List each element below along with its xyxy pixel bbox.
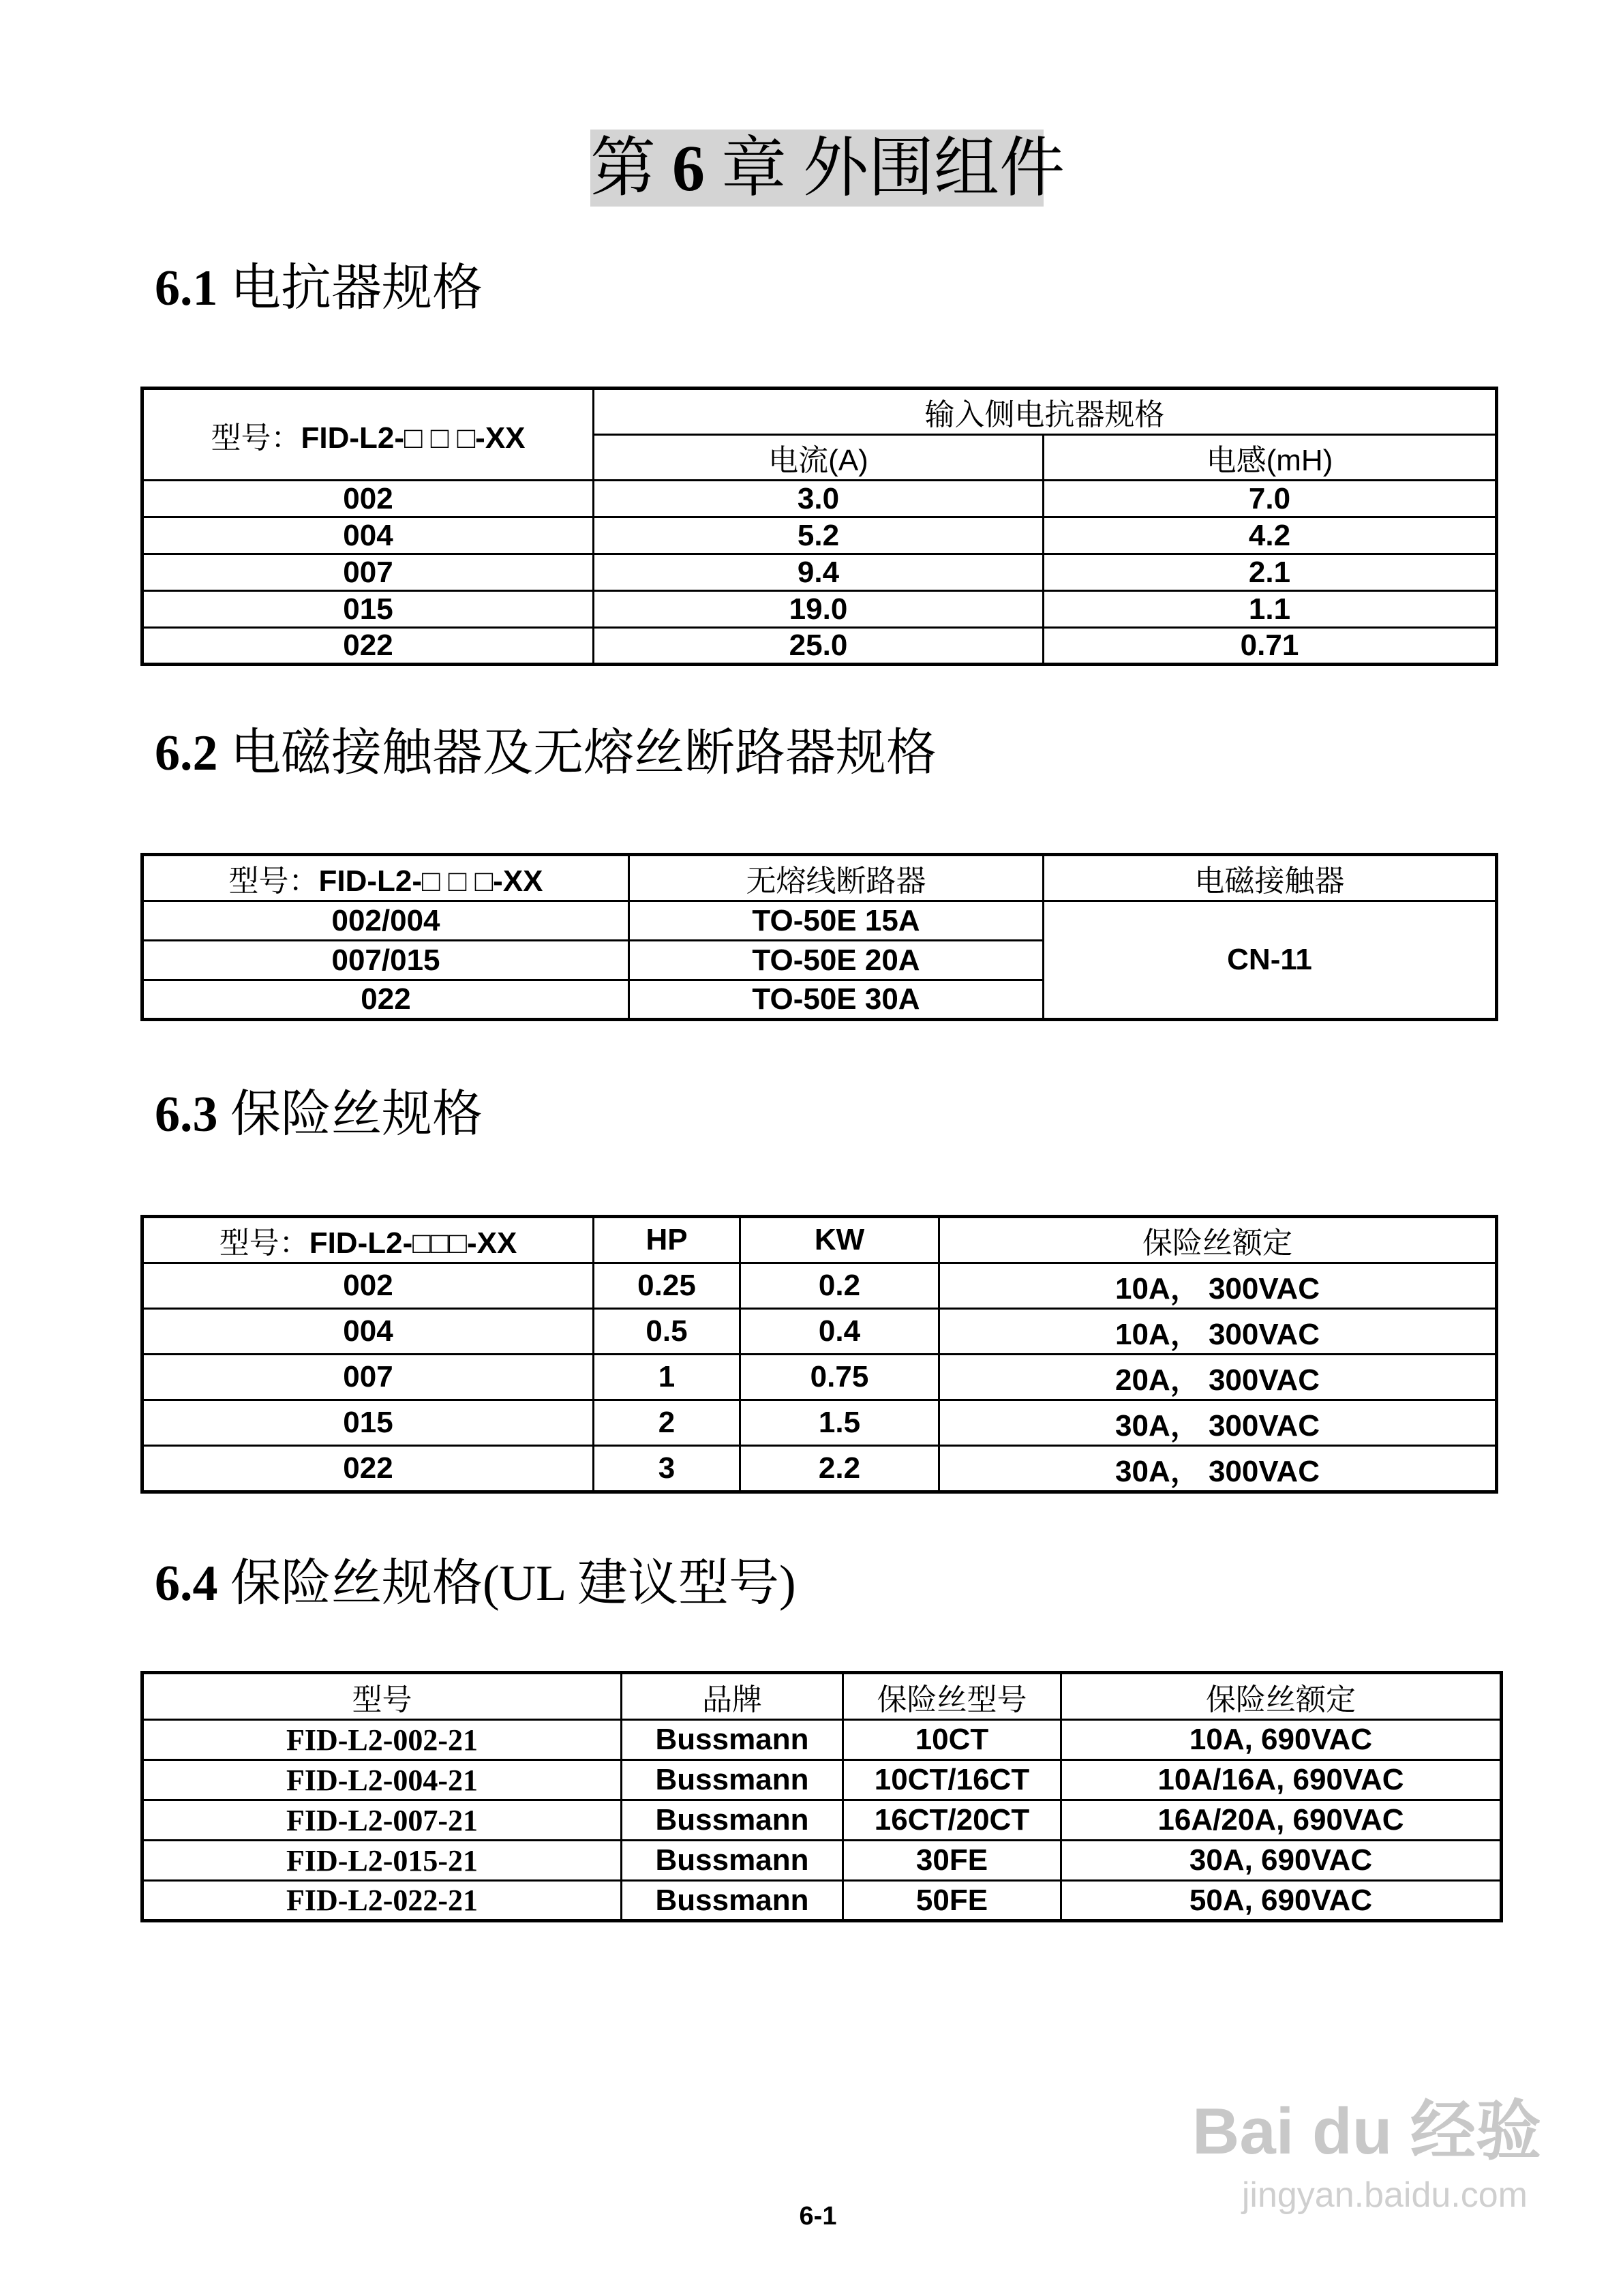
model-cell: 015 xyxy=(142,591,594,628)
kw-cell: 0.4 xyxy=(740,1309,939,1355)
kw-header: KW xyxy=(740,1217,939,1263)
table-row xyxy=(142,1720,1502,1760)
fuse-model-cell: 10CT xyxy=(843,1720,1061,1760)
model-cell: FID-L2-004-21 xyxy=(142,1760,622,1800)
table-row xyxy=(142,1263,1497,1309)
section-heading-6-4 xyxy=(155,1553,796,1614)
brand-cell: Bussmann xyxy=(622,1881,843,1921)
chapter-title xyxy=(590,130,1065,207)
hp-cell: 1 xyxy=(594,1355,740,1400)
kw-cell: 2.2 xyxy=(740,1446,939,1492)
table-row xyxy=(142,517,1497,554)
brand-cell: Bussmann xyxy=(622,1800,843,1841)
current-cell: 19.0 xyxy=(594,591,1044,628)
breaker-cell: TO-50E 20A xyxy=(629,941,1044,980)
current-header: 电流(A) xyxy=(594,435,1044,481)
table-row xyxy=(142,591,1497,628)
fuse-rating-cell: 30A， 300VAC xyxy=(939,1446,1497,1492)
table-row xyxy=(142,1881,1502,1921)
inductance-cell: 2.1 xyxy=(1044,554,1497,591)
section-heading-6-1 xyxy=(155,258,483,319)
section-text: 电抗器规格 xyxy=(230,260,483,316)
model-label: FID-L2-□ □ □-XX xyxy=(318,864,543,898)
model-cell: 022 xyxy=(142,628,594,665)
page-number: 6-1 xyxy=(799,2202,837,2231)
model-cell: 007/015 xyxy=(142,941,629,980)
section-text: 保险丝规格(UL 建议型号) xyxy=(230,1556,796,1612)
inductance-cell: 0.71 xyxy=(1044,628,1497,665)
table-row xyxy=(142,1400,1497,1446)
model-cell: FID-L2-007-21 xyxy=(142,1800,622,1841)
model-cell: 007 xyxy=(142,1355,594,1400)
fuse-model-cell: 16CT/20CT xyxy=(843,1800,1061,1841)
fuse-rating-cell: 10A/16A, 690VAC xyxy=(1061,1760,1502,1800)
current-cell: 25.0 xyxy=(594,628,1044,665)
contactor-header: 电磁接触器 xyxy=(1044,855,1497,901)
section-text: 保险丝规格 xyxy=(230,1087,483,1143)
model-cell: 004 xyxy=(142,517,594,554)
brand-cell: Bussmann xyxy=(622,1760,843,1800)
section-text: 电磁接触器及无熔丝断路器规格 xyxy=(230,725,937,781)
table-row xyxy=(142,1355,1497,1400)
fuse-rating-cell: 10A， 300VAC xyxy=(939,1263,1497,1309)
section-number: 6.2 xyxy=(155,725,218,781)
hp-cell: 0.25 xyxy=(594,1263,740,1309)
fuse-model-cell: 30FE xyxy=(843,1841,1061,1881)
table-row xyxy=(142,554,1497,591)
model-header xyxy=(142,1217,594,1263)
current-cell: 9.4 xyxy=(594,554,1044,591)
section-number: 6.3 xyxy=(155,1087,218,1143)
brand-header: 品牌 xyxy=(622,1673,843,1720)
brand-cell: Bussmann xyxy=(622,1720,843,1760)
breaker-cell: TO-50E 15A xyxy=(629,901,1044,941)
fuse-rating-cell: 30A, 690VAC xyxy=(1061,1841,1502,1881)
breaker-header: 无熔线断路器 xyxy=(629,855,1044,901)
table-row xyxy=(142,1309,1497,1355)
inductance-cell: 4.2 xyxy=(1044,517,1497,554)
breaker-contactor-table xyxy=(140,853,1498,1021)
model-header: 型号 xyxy=(142,1673,622,1720)
table-row xyxy=(142,1841,1502,1881)
brand-cell: Bussmann xyxy=(622,1841,843,1881)
reactor-spec-table xyxy=(140,387,1498,666)
inductance-cell: 1.1 xyxy=(1044,591,1497,628)
section-number: 6.4 xyxy=(155,1556,218,1612)
model-cell: 007 xyxy=(142,554,594,591)
fuse-rating-cell: 50A, 690VAC xyxy=(1061,1881,1502,1921)
model-cell: 022 xyxy=(142,1446,594,1492)
table-row xyxy=(142,1800,1502,1841)
table-row xyxy=(142,1446,1497,1492)
fuse-rating-header: 保险丝额定 xyxy=(939,1217,1497,1263)
chapter-number: 6 xyxy=(672,132,705,205)
table-row xyxy=(142,1760,1502,1800)
fuse-rating-cell: 10A， 300VAC xyxy=(939,1309,1497,1355)
breaker-cell: TO-50E 30A xyxy=(629,980,1044,1020)
model-cell: 004 xyxy=(142,1309,594,1355)
model-cell: FID-L2-022-21 xyxy=(142,1881,622,1921)
model-cell: FID-L2-015-21 xyxy=(142,1841,622,1881)
baidu-watermark: Bai du 经验 xyxy=(1192,2095,1541,2168)
hp-cell: 0.5 xyxy=(594,1309,740,1355)
kw-cell: 0.75 xyxy=(740,1355,939,1400)
fuse-model-header: 保险丝型号 xyxy=(843,1673,1061,1720)
model-header xyxy=(142,855,629,901)
chapter-suffix: 章 外围组件 xyxy=(721,132,1065,205)
table-row xyxy=(142,628,1497,665)
model-label: FID-L2-□ □ □-XX xyxy=(301,421,526,455)
model-label-cn: 型号： xyxy=(228,864,319,898)
section-number: 6.1 xyxy=(155,260,218,316)
section-heading-6-3 xyxy=(155,1084,483,1145)
model-cell: 002/004 xyxy=(142,901,629,941)
fuse-rating-header: 保险丝额定 xyxy=(1061,1673,1502,1720)
model-header xyxy=(142,389,594,481)
kw-cell: 1.5 xyxy=(740,1400,939,1446)
hp-header: HP xyxy=(594,1217,740,1263)
model-cell: FID-L2-002-21 xyxy=(142,1720,622,1760)
chapter-prefix: 第 xyxy=(590,132,656,205)
fuse-rating-cell: 16A/20A, 690VAC xyxy=(1061,1800,1502,1841)
model-label-cn: 型号： xyxy=(219,1226,309,1260)
fuse-rating-cell: 10A, 690VAC xyxy=(1061,1720,1502,1760)
contactor-cell: CN-11 xyxy=(1044,901,1497,1020)
model-cell: 022 xyxy=(142,980,629,1020)
model-cell: 015 xyxy=(142,1400,594,1446)
model-cell: 002 xyxy=(142,481,594,517)
fuse-rating-cell: 30A， 300VAC xyxy=(939,1400,1497,1446)
fuse-model-cell: 50FE xyxy=(843,1881,1061,1921)
model-label: FID-L2-□□□-XX xyxy=(309,1226,517,1260)
hp-cell: 2 xyxy=(594,1400,740,1446)
hp-cell: 3 xyxy=(594,1446,740,1492)
model-cell: 002 xyxy=(142,1263,594,1309)
fuse-rating-cell: 20A， 300VAC xyxy=(939,1355,1497,1400)
table-row xyxy=(142,481,1497,517)
section-heading-6-2 xyxy=(155,723,937,784)
group-header: 输入侧电抗器规格 xyxy=(594,389,1497,435)
inductance-cell: 7.0 xyxy=(1044,481,1497,517)
fuse-model-cell: 10CT/16CT xyxy=(843,1760,1061,1800)
model-label-cn: 型号： xyxy=(211,421,301,455)
baidu-watermark-url: jingyan.baidu.com xyxy=(1241,2175,1528,2215)
current-cell: 5.2 xyxy=(594,517,1044,554)
current-cell: 3.0 xyxy=(594,481,1044,517)
fuse-spec-table xyxy=(140,1215,1498,1494)
kw-cell: 0.2 xyxy=(740,1263,939,1309)
inductance-header: 电感(mH) xyxy=(1044,435,1497,481)
ul-fuse-table xyxy=(140,1671,1503,1922)
